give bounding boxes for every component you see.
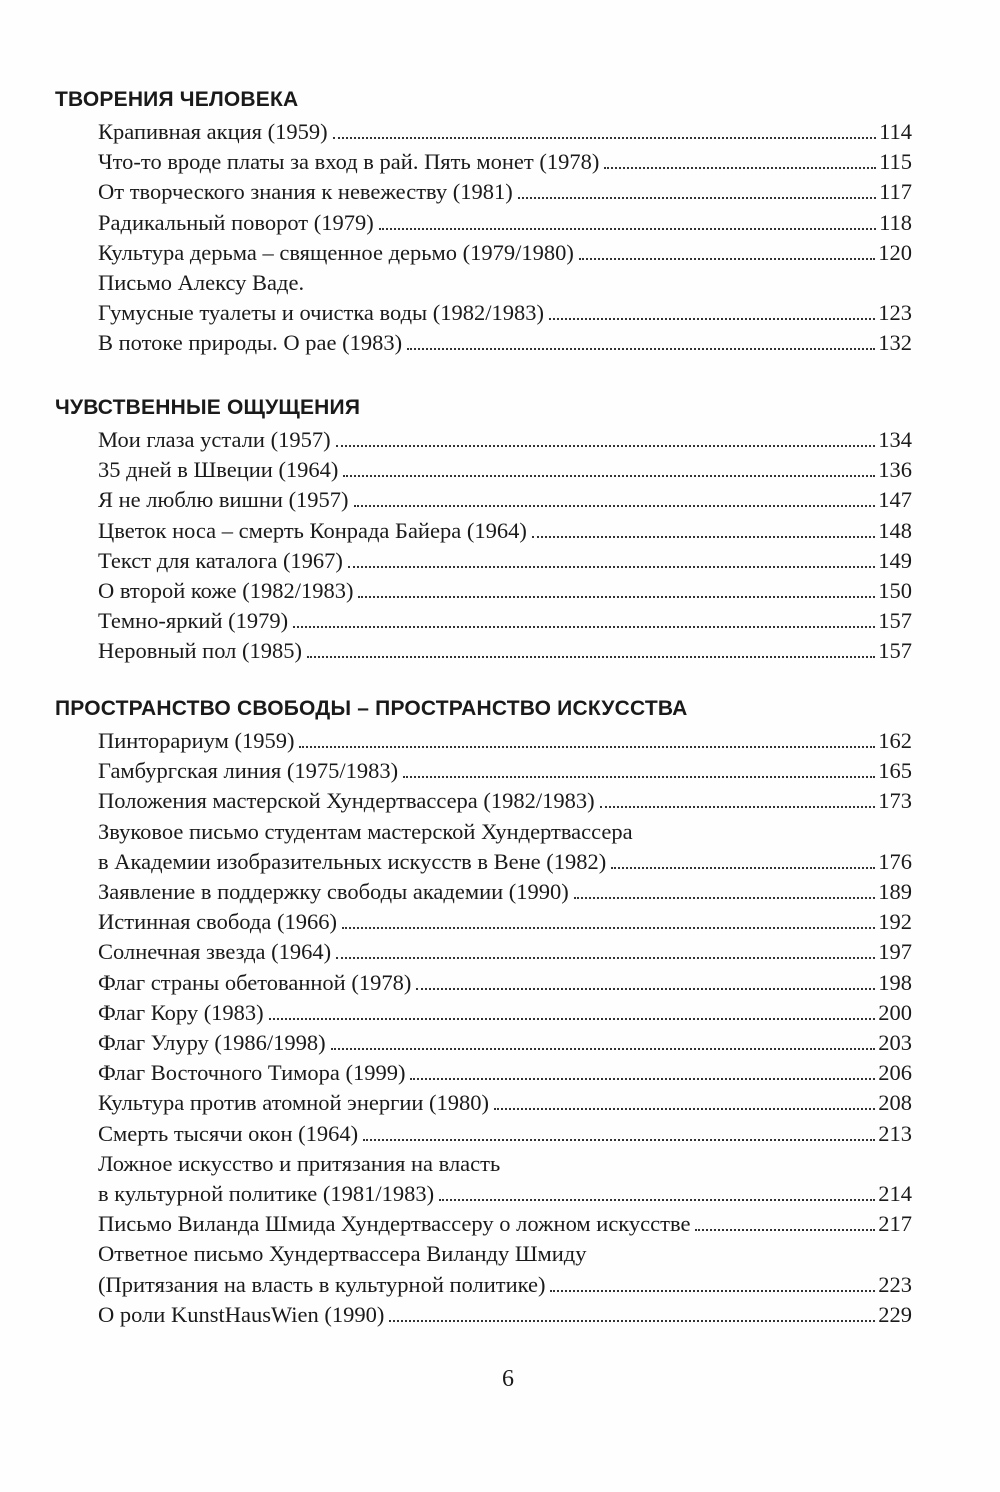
toc-entry-line xyxy=(98,1270,912,1300)
dot-leader xyxy=(611,867,875,869)
toc-entry-line xyxy=(98,208,912,238)
dot-leader xyxy=(389,1320,875,1322)
toc-entry-line xyxy=(98,177,912,207)
toc-entry-line xyxy=(98,726,912,756)
dot-leader xyxy=(379,228,876,230)
entry-title: Флаг страны обетованной (1978) xyxy=(98,969,412,995)
entry-title: Культура дерьма – священное дерьмо (1979/1980) xyxy=(98,239,574,265)
entry-page-number: 150 xyxy=(878,578,912,603)
toc-entry-line xyxy=(98,786,912,816)
entry-title: в культурной политике (1981/1983) xyxy=(98,1181,435,1206)
toc-entry-line xyxy=(98,117,912,147)
entry-title: В потоке природы. О рае (1983) xyxy=(98,330,403,356)
entry-title: Ответное письмо Хундертвассера Виланду Шмиду xyxy=(98,1241,587,1267)
dot-leader xyxy=(307,656,875,658)
entry-title: Я не люблю вишни (1957) xyxy=(98,487,349,513)
toc-entry-line xyxy=(98,268,912,298)
entry-page-number: 149 xyxy=(878,547,912,573)
entry-title: Мои глаза устали (1957) xyxy=(98,427,331,452)
dot-leader xyxy=(363,1139,875,1141)
dot-leader xyxy=(604,167,876,169)
toc-entry-line xyxy=(98,516,912,546)
dot-leader xyxy=(342,927,875,929)
entry-page-number: 115 xyxy=(879,149,912,175)
toc-entry-line xyxy=(98,1119,912,1149)
entry-page-number: 200 xyxy=(878,999,912,1025)
dot-leader xyxy=(299,746,875,748)
entry-page-number: 157 xyxy=(878,638,912,664)
entry-title: Неровный пол (1985) xyxy=(98,638,303,664)
entry-page-number: 165 xyxy=(878,758,912,784)
dot-leader xyxy=(336,445,876,447)
dot-leader xyxy=(695,1229,875,1231)
dot-leader xyxy=(416,988,875,990)
dot-leader xyxy=(331,1048,876,1050)
entry-title: О роли KunstHausWien (1990) xyxy=(98,1301,385,1327)
dot-leader xyxy=(403,776,875,778)
entry-page-number: 136 xyxy=(878,457,912,483)
entry-page-number: 147 xyxy=(878,487,912,513)
toc-entry-line xyxy=(98,1149,912,1179)
toc-entry-line xyxy=(98,1028,912,1058)
toc-entry-line xyxy=(98,546,912,576)
dot-leader xyxy=(494,1108,875,1110)
entry-title: Культура против атомной энергии (1980) xyxy=(98,1090,490,1116)
entry-title: Гумусные туалеты и очистка воды (1982/1983) xyxy=(98,300,545,326)
dot-leader xyxy=(269,1018,876,1020)
toc-entry-line xyxy=(98,1058,912,1088)
entry-title: 35 дней в Швеции (1964) xyxy=(98,457,339,483)
toc-entry-line xyxy=(98,937,912,967)
entry-title: Цветок носа – смерть Конрада Байера (1964) xyxy=(98,517,527,543)
toc-entry-line xyxy=(98,606,912,636)
toc-entry-line xyxy=(98,1209,912,1239)
dot-leader xyxy=(410,1078,875,1080)
entry-title: Флаг Восточного Тимора (1999) xyxy=(98,1060,406,1086)
toc-entry-line xyxy=(98,1300,912,1330)
dot-leader xyxy=(574,897,875,899)
entry-page-number: 117 xyxy=(879,179,912,205)
entry-page-number: 114 xyxy=(879,119,912,144)
toc-entry-line xyxy=(98,238,912,268)
toc-entry-line xyxy=(98,576,912,606)
section-title: ТВОРЕНИЯ ЧЕЛОВЕКА xyxy=(55,88,299,111)
dot-leader xyxy=(354,505,876,507)
entry-title: Ложное искусство и притязания на власть xyxy=(98,1150,501,1176)
section-title: ПРОСТРАНСТВО СВОБОДЫ – ПРОСТРАНСТВО ИСКУССТВА xyxy=(55,697,688,720)
entry-title: Смерть тысячи окон (1964) xyxy=(98,1120,359,1146)
toc-entry-line xyxy=(98,1239,912,1269)
entry-page-number: 120 xyxy=(878,239,912,265)
dot-leader xyxy=(358,596,875,598)
entry-title: О второй коже (1982/1983) xyxy=(98,578,354,603)
entry-title: (Притязания на власть в культурной политике) xyxy=(98,1271,546,1297)
entry-page-number: 162 xyxy=(878,728,912,753)
entry-title: Положения мастерской Хундертвассера (1982/1983) xyxy=(98,788,595,814)
entry-title: Солнечная звезда (1964) xyxy=(98,939,332,965)
entry-title: Письмо Алексу Ваде. xyxy=(98,270,305,295)
dot-leader xyxy=(579,258,875,260)
entry-page-number: 214 xyxy=(878,1181,912,1206)
dot-leader xyxy=(550,1290,875,1292)
dot-leader xyxy=(348,566,875,568)
entry-page-number: 217 xyxy=(878,1211,912,1237)
entry-title: в Академии изобразительных искусств в Вене (1982) xyxy=(98,848,607,874)
entry-title: Гамбургская линия (1975/1983) xyxy=(98,758,399,784)
section-title: ЧУВСТВЕННЫЕ ОЩУЩЕНИЯ xyxy=(55,396,361,419)
toc-entry-line xyxy=(98,847,912,877)
entry-title: Текст для каталога (1967) xyxy=(98,547,343,573)
entry-title: Звуковое письмо студентам мастерской Хундертвассера xyxy=(98,818,633,844)
entry-title: Радикальный поворот (1979) xyxy=(98,209,374,235)
dot-leader xyxy=(600,806,876,808)
entry-page-number: 157 xyxy=(878,608,912,634)
page-number: 6 xyxy=(502,1366,514,1392)
entry-page-number: 148 xyxy=(878,517,912,543)
dot-leader xyxy=(407,348,875,350)
entry-title: Пинторариум (1959) xyxy=(98,728,295,753)
dot-leader xyxy=(532,536,875,538)
entry-title: Что-то вроде платы за вход в рай. Пять монет (1978) xyxy=(98,149,600,175)
entry-page-number: 132 xyxy=(878,330,912,356)
entry-page-number: 229 xyxy=(878,1301,912,1327)
toc-entry-line xyxy=(98,485,912,515)
entry-page-number: 173 xyxy=(878,788,912,814)
entry-page-number: 192 xyxy=(878,909,912,935)
dot-leader xyxy=(293,626,875,628)
entry-page-number: 206 xyxy=(878,1060,912,1086)
toc-entry-line xyxy=(98,455,912,485)
toc-entry-line xyxy=(98,147,912,177)
entry-page-number: 176 xyxy=(878,848,912,874)
dot-leader xyxy=(333,137,876,139)
entry-page-number: 123 xyxy=(878,300,912,326)
toc-entry-line xyxy=(98,425,912,455)
entry-title: От творческого знания к невежеству (1981) xyxy=(98,179,513,205)
entry-title: Письмо Виланда Шмида Хундертвассеру о ложном искусстве xyxy=(98,1211,691,1237)
entry-page-number: 189 xyxy=(878,879,912,904)
dot-leader xyxy=(439,1199,875,1201)
entry-title: Флаг Улуру (1986/1998) xyxy=(98,1030,326,1055)
entry-title: Заявление в поддержку свободы академии (1990) xyxy=(98,879,569,904)
entry-page-number: 203 xyxy=(878,1030,912,1055)
entry-page-number: 213 xyxy=(878,1120,912,1146)
toc-entry-line xyxy=(98,1088,912,1118)
entry-title: Истинная свобода (1966) xyxy=(98,909,337,935)
dot-leader xyxy=(336,957,875,959)
entry-page-number: 134 xyxy=(878,427,912,452)
toc-entry-line xyxy=(98,636,912,666)
entry-title: Крапивная акция (1959) xyxy=(98,119,328,144)
toc-entry-line xyxy=(98,817,912,847)
toc-entry-line xyxy=(98,907,912,937)
toc-entry-line xyxy=(98,298,912,328)
toc-entry-line xyxy=(98,968,912,998)
entry-page-number: 198 xyxy=(878,969,912,995)
entry-page-number: 118 xyxy=(879,209,912,235)
toc-entry-line xyxy=(98,328,912,358)
entry-page-number: 208 xyxy=(878,1090,912,1116)
entry-title: Темно-яркий (1979) xyxy=(98,608,289,634)
entry-page-number: 197 xyxy=(878,939,912,965)
entry-page-number: 223 xyxy=(878,1271,912,1297)
toc-entry-line xyxy=(98,998,912,1028)
toc-entry-line xyxy=(98,1179,912,1209)
dot-leader xyxy=(518,197,876,199)
toc-entry-line xyxy=(98,756,912,786)
entry-title: Флаг Кору (1983) xyxy=(98,999,264,1025)
dot-leader xyxy=(343,475,875,477)
dot-leader xyxy=(549,318,875,320)
toc-entry-line xyxy=(98,877,912,907)
